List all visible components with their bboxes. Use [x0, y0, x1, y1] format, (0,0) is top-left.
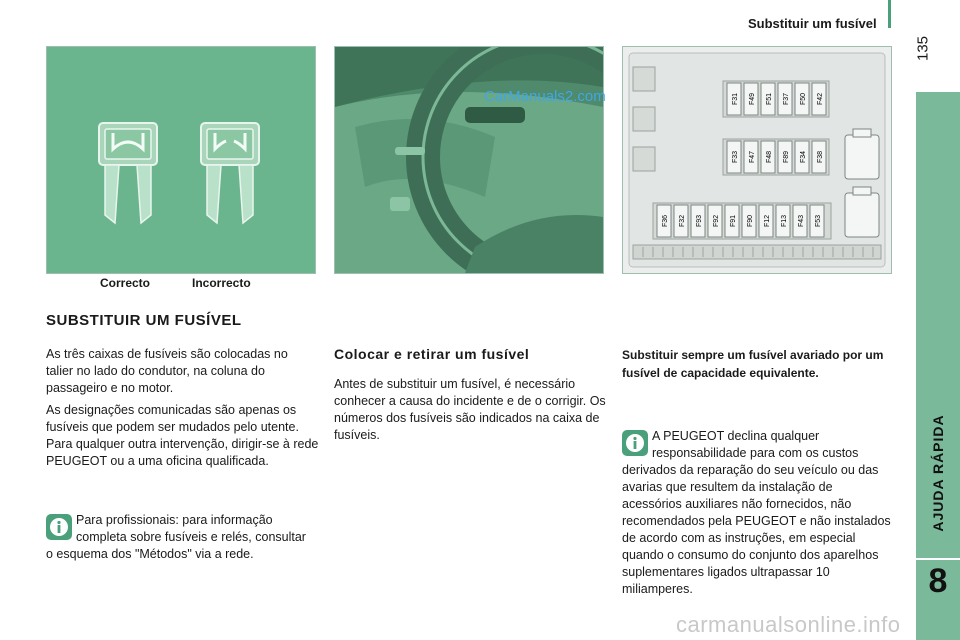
fuse-label: F92: [713, 214, 720, 228]
fuse-label: F38: [817, 150, 824, 164]
footer-watermark: carmanualsonline.info: [676, 612, 901, 637]
capacity-warning: Substituir sempre um fusível avariado por um fusível de capacidade equivalente.: [622, 348, 884, 380]
replace-fuse-paragraph: Antes de substituir um fusível, é necessário conhecer a causa do incidente e de o corrigir. Os números dos fusíveis são indicados na caixa de fusíveis.: [334, 377, 606, 442]
fuse-label: F91: [730, 214, 737, 228]
fuse-label: F50: [800, 92, 807, 106]
chapter-number: 8: [928, 562, 948, 600]
fuse-label: F31: [732, 92, 739, 106]
fuse-label: F32: [679, 214, 686, 228]
chapter-tab-label: AJUDA RÁPIDA: [930, 414, 946, 532]
site-watermark: CarManuals2.com: [484, 88, 606, 105]
fuse-label: F53: [815, 214, 822, 228]
fuse-label: F34: [800, 150, 807, 164]
relay: [845, 193, 879, 237]
professionals-note: [46, 512, 316, 563]
fuse-label: F13: [781, 214, 788, 228]
fuse-label: F12: [764, 214, 771, 228]
page-number: 135: [914, 35, 932, 62]
fuse-label: F33: [732, 150, 739, 164]
section-heading: SUBSTITUIR UM FUSÍVEL: [46, 312, 242, 329]
designations-paragraph: As designações comunicadas são apenas os fusíveis que podem ser mudados pelo utente. Para qualquer outra intervenção, dirigir-se à rede PEUGEOT ou a uma oficina qualificada.: [46, 403, 319, 468]
fuse-label: F43: [798, 214, 805, 228]
liability-note-text: A PEUGEOT declina qualquer responsabilidade para com os custos derivados da reparação do seu veículo ou das avarias que resultem da instalação de acessórios auxiliares não fornecidos, não recomendados pela PEUGEOT e não instalados de acordo com as instruções, em especial quando o consumo do conjunto dos aparelhos suplementares ligados ultrapassar 10 miliamperes.: [622, 429, 891, 596]
dashboard-location-figure: [334, 46, 604, 274]
fuse-label: F51: [766, 92, 773, 106]
correct-fuse-caption: Correcto: [100, 276, 151, 290]
fuse-box-diagram: [622, 46, 892, 274]
incorrect-fuse-drawing: [201, 123, 259, 223]
intro-paragraph: As três caixas de fusíveis são colocadas no talier no lado do condutor, na coluna do passageiro e no motor.: [46, 347, 288, 395]
correct-fuse-drawing: [99, 123, 157, 223]
fuse-label: F47: [749, 150, 756, 164]
fuse-label: F37: [783, 92, 790, 106]
relay: [845, 135, 879, 179]
subsection-heading: Colocar e retirar um fusível: [334, 346, 530, 362]
fuse-label: F90: [747, 214, 754, 228]
fuse-label: F42: [817, 92, 824, 106]
running-header: Substituir um fusível: [748, 16, 877, 31]
fuse-comparison-figure: [46, 46, 316, 274]
liability-note: [622, 428, 894, 598]
header-accent-line: [888, 0, 891, 28]
chapter-tab-divider: [916, 558, 960, 560]
fuse-label: F48: [766, 150, 773, 164]
professionals-note-text: Para profissionais: para informação completa sobre fusíveis e relés, consultar o esquema dos "Métodos" via a rede.: [46, 513, 306, 561]
fuse-label: F36: [662, 214, 669, 228]
fuse-label: F49: [749, 92, 756, 106]
incorrect-fuse-caption: Incorrecto: [192, 276, 251, 290]
fuse-label: F89: [783, 150, 790, 164]
fuse-label: F93: [696, 214, 703, 228]
